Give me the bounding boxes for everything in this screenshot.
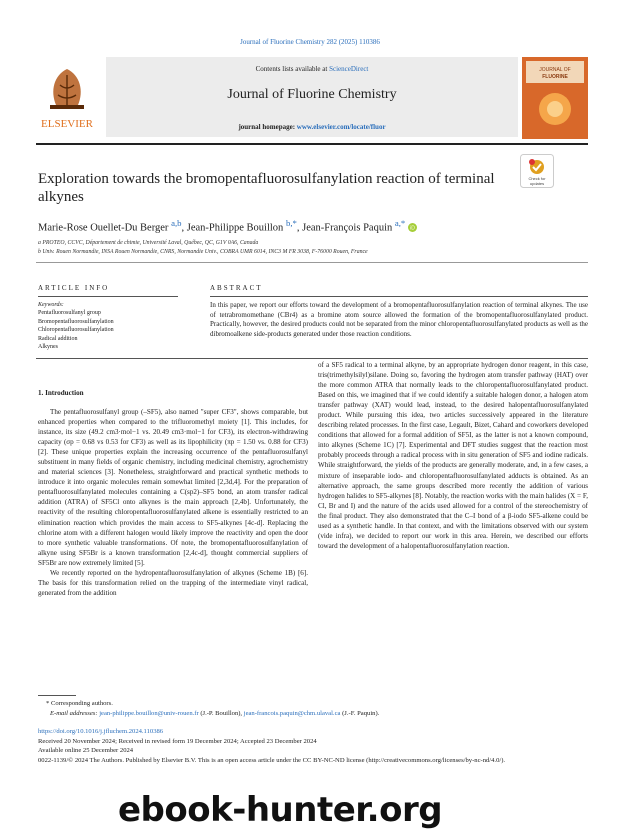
email-owner: (J.-P. Bouillon), bbox=[198, 710, 244, 717]
divider bbox=[210, 296, 588, 297]
journal-cover-image bbox=[522, 57, 588, 139]
author-name[interactable]: Jean-Philippe Bouillon bbox=[186, 222, 284, 234]
svg-text:Check for: Check for bbox=[528, 176, 546, 181]
journal-title: Journal of Fluorine Chemistry bbox=[227, 87, 397, 102]
svg-text:JOURNAL OF: JOURNAL OF bbox=[539, 67, 571, 73]
contents-line bbox=[106, 65, 518, 73]
journal-reference[interactable]: Journal of Fluorine Chemistry 282 (2025) 110386 bbox=[240, 38, 380, 46]
check-for-updates-badge[interactable] bbox=[520, 154, 554, 188]
affiliation-a: a PROTEO, CCVC, Département de chimie, Université Laval, Québec, QC, G1V 0A6, Canada bbox=[38, 240, 259, 246]
keyword: Radical addition bbox=[38, 335, 78, 342]
sciencedirect-link[interactable]: ScienceDirect bbox=[329, 65, 369, 73]
keyword: Chloropentafluorosulfanylation bbox=[38, 327, 114, 334]
svg-text:updates: updates bbox=[529, 181, 545, 186]
svg-text:iD: iD bbox=[410, 225, 415, 231]
author-name[interactable]: Marie-Rose Ouellet-Du Berger bbox=[38, 222, 169, 234]
banner-center bbox=[106, 57, 518, 137]
watermark: ebook-hunter.org bbox=[118, 790, 443, 830]
keywords-label: Keywords: bbox=[38, 302, 64, 308]
emails-label: E-mail addresses: bbox=[50, 710, 100, 717]
email-link[interactable]: jean-francois.paquin@chm.ulaval.ca bbox=[243, 710, 341, 717]
received-dates: Received 20 November 2024; Received in revised form 19 December 2024; Accepted 23 December 2024 bbox=[38, 738, 317, 745]
author-affiliation-mark[interactable]: a,b bbox=[171, 218, 182, 228]
elsevier-logo bbox=[36, 61, 98, 135]
author-name[interactable]: Jean-François Paquin bbox=[302, 222, 393, 234]
license-text: 0022-1139/© 2024 The Authors. Published by Elsevier B.V. This is an open access article under the CC BY-NC-ND license (http://creativecommons.org/licenses/by-nc-nd/4.0/). bbox=[38, 757, 506, 764]
paragraph: of a SF5 radical to a terminal alkyne, by an appropriate hydrogen donor reagent, in this case, tris(trimethylsilyl)silane. Doing so, favoring the hydrogen atom transfer pathway (HAT) over the more common ATRA that normally leads to the chloropentafluorosulfanylated product. Based on this, we imagined that if we could identify a suitable halogen donor, a halogen atom transfer pathway (XAT) would lead, instead, to the desired halopentafluorosulfanylated product. While pursuing this idea, two articles successively appeared in the literature describing related processes. In the first case, Legault, Bizet, Cahard and coworkers developed conditions that allowed for a formal addition of SF5I, as the latter is not a known compound, into alkynes (Scheme 1C) [7]. Experimental and DFT studies suggest that the reaction most probably proceeds through a radical process with in situ generation of SF5 and iodine radicals. While straightforward, the yields of the products are generally moderate, and, in a few cases, a mixture of inseparable iodo- and chloropentafluorosulfanylated adducts is obtained. As an alternative approach, the same groups described more recently the addition of various hydrogen halides to SF5-alkynes [8]. Notably, the reaction works with the main halides (X = F, Cl, Br and I) and the nature of the acids used allowed for a control of the stereochemistry of the final product. They also demonstrated that the C–I bond of a β-iodo SF5-alkene could be used as a synthetic handle. In that context, and with the limitations observed with our system (vide infra), we decided to report our work in this area. Herein, we described our efforts toward the development of a halopentafluorosulfanylation reaction. bbox=[318, 361, 588, 550]
abstract-text: In this paper, we report our efforts toward the development of a bromopentafluorosulfanylation reaction of terminal alkynes. The use of tetrabromomethane (CBr4) as a bromine atom source allowed the formation of the bromopentafluorosulfanylated product. Practically, however, the desired products could not be separated from the minor chloropentafluorosulfanylated products as well as the dibromoalkene side-products generated under those reaction conditions. bbox=[210, 301, 588, 338]
email-link[interactable]: jean-philippe.bouillon@univ-rouen.fr bbox=[99, 710, 199, 717]
article-info-heading: ARTICLE INFO bbox=[38, 284, 110, 292]
header-rule bbox=[36, 143, 588, 145]
abstract-heading: ABSTRACT bbox=[210, 284, 263, 292]
author-affiliation-mark[interactable]: b,* bbox=[285, 218, 297, 228]
paragraph: The pentafluorosulfanyl group (–SF5), also named "super CF3", shows comparable, but enhanced properties when compared to the trifluoromethyl moiety [1]. This includes, for instance, its size (49.2 cm3·mol−1 vs. 20.49 cm3·mol−1 for CF3), its electron-withdrawing capacity (σp = 0.68 vs 0.53 for CF3) as well as its lipophilicity (πp = 1.50 vs. 0.88 for CF3) [2]. These unique properties explain the increasing occurrence of the pentafluorosulfanyl substituent in many fields of organic chemistry, including medicinal chemistry, agrochemistry and material sciences [3]. Nonetheless, straightforward and practical synthetic methods to introduce it into organic molecules remain somewhat limited [2,3d,4]. For the preparation of pentafluorosulfanylated molecules containing a C(sp2)–SF5 bond, an atom transfer radical addition (ATRA) of SF5Cl onto alkynes is the main approach [2,4b]. Unfortunately, the reactivity of the resulting chloropentafluorosulfanylated alkene is essentially restricted to an elimination reaction which provides the main access to SF5-alkynes [4c-d]. Replacing the chlorine atom with a different halogen would likely improve the reactivity and open the door to more synthetic valuable transformations. Of note, the bromopentafluorosulfanylation of alkyne using SF5Br is a known transformation [2,4c-d], thought commercial suppliers of SF5Br are now extremely limited [5]. bbox=[38, 408, 308, 567]
orcid-icon[interactable] bbox=[408, 223, 417, 232]
keywords-block bbox=[38, 301, 178, 351]
svg-text:FLUORINE: FLUORINE bbox=[542, 74, 568, 80]
paragraph: We recently reported on the hydropentafluorosulfanylation of alkynes (Scheme 1B) [6]. The basis for this transformation relied on the trapping of the intermediate vinyl radical, generated from the addition bbox=[38, 568, 308, 597]
homepage-prefix: journal homepage: bbox=[238, 123, 297, 131]
keyword: Alkynes bbox=[38, 344, 58, 351]
homepage-line bbox=[106, 123, 518, 131]
keyword: Pentafluorosulfanyl group bbox=[38, 310, 101, 317]
keyword: Bromopentafluorosulfanylation bbox=[38, 318, 114, 325]
author-affiliation-mark[interactable]: a,* bbox=[394, 218, 406, 228]
email-note bbox=[50, 710, 602, 717]
divider bbox=[38, 296, 178, 297]
body-column-left bbox=[38, 407, 308, 598]
affiliation-b: b Univ. Rouen Normandie, INSA Rouen Normandie, CNRS, Normandie Univ., COBRA UMR 6014, INC3 M FR 3038, F-76000 Rouen, France bbox=[38, 249, 368, 255]
divider bbox=[36, 358, 588, 359]
section-heading: 1. Introduction bbox=[38, 389, 84, 397]
contents-prefix: Contents lists available at bbox=[255, 65, 330, 73]
email-owner: (J.-F. Paquin). bbox=[340, 710, 380, 717]
corresponding-note: * Corresponding authors. bbox=[46, 700, 113, 707]
homepage-link[interactable]: www.elsevier.com/locate/fluor bbox=[296, 123, 386, 131]
online-date: Available online 25 December 2024 bbox=[38, 747, 134, 754]
author-list: Marie-Rose Ouellet-Du Berger $^{a,b}$, Jean-Philippe Bouillon $^{b,*}$, Jean-François Paquin $^{a,*}$ iD bbox=[38, 218, 578, 234]
divider bbox=[36, 262, 588, 263]
body-column-right bbox=[318, 360, 588, 551]
publisher-name: ELSEVIER bbox=[41, 118, 93, 130]
journal-banner bbox=[36, 57, 588, 141]
footnote-rule bbox=[38, 695, 76, 696]
article-title: Exploration towards the bromopentafluorosulfanylation reaction of terminal alkynes bbox=[38, 171, 495, 205]
doi-link[interactable]: https://doi.org/10.1016/j.jfluchem.2024.110386 bbox=[38, 728, 164, 735]
